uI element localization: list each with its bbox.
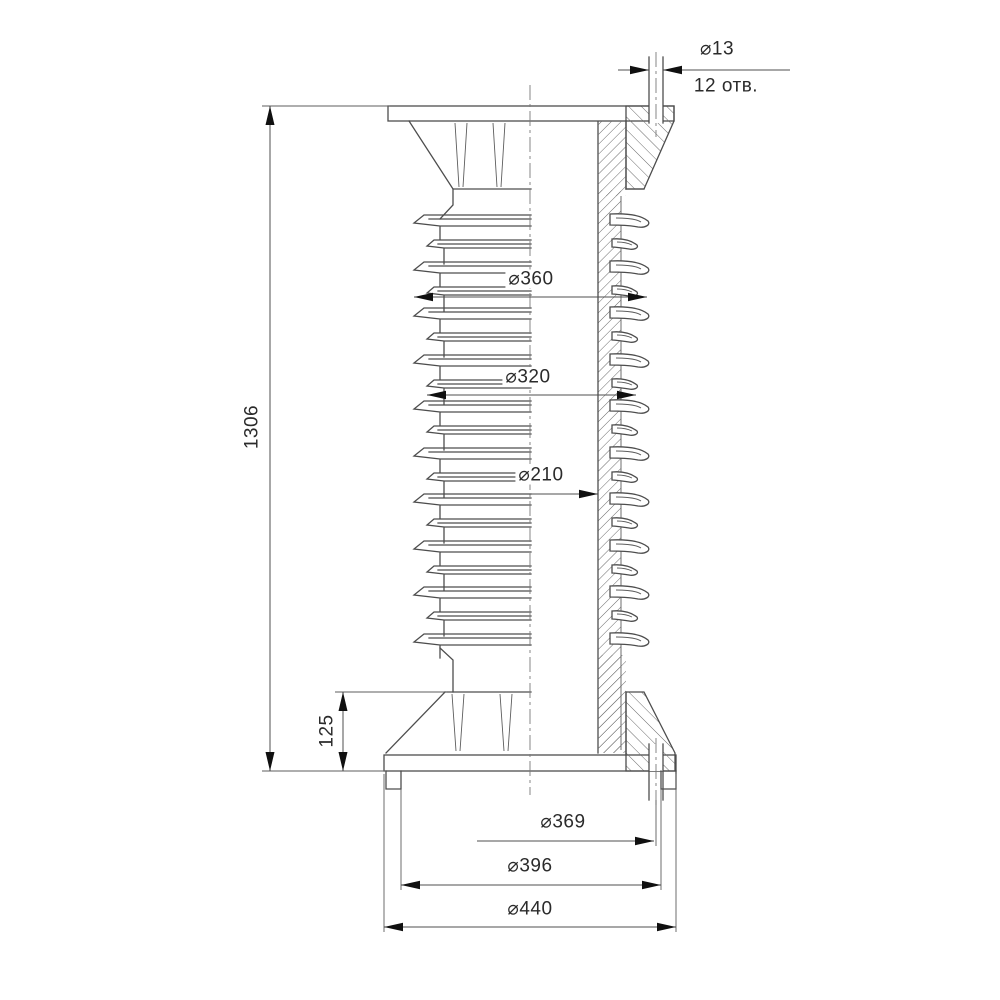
label-small-shed-diameter: ⌀320 [502,368,553,387]
top-cone-ribs [455,123,505,187]
label-bolt-circle-diameter: ⌀369 [537,813,588,832]
label-bore-diameter: ⌀210 [515,466,566,485]
label-flange-height: 125 [318,711,337,750]
label-flange-outer-diameter: ⌀440 [504,900,555,919]
bottom-cone-edge [386,692,445,753]
bottom-cone-ribs [452,694,512,751]
label-hole-diameter: ⌀13 [697,40,737,59]
label-recess-diameter: ⌀396 [504,857,555,876]
top-cone-edge [409,121,531,189]
bottom-neck-edge [440,648,453,692]
label-holes-count: 12 отв. [691,77,761,96]
label-overall-height: 1306 [243,402,262,452]
dimension-hole [618,66,790,74]
bottom-skirt [386,771,676,789]
label-large-shed-diameter: ⌀360 [505,270,556,289]
dimension-overall-height [262,106,390,771]
dimension-bore [488,490,598,498]
